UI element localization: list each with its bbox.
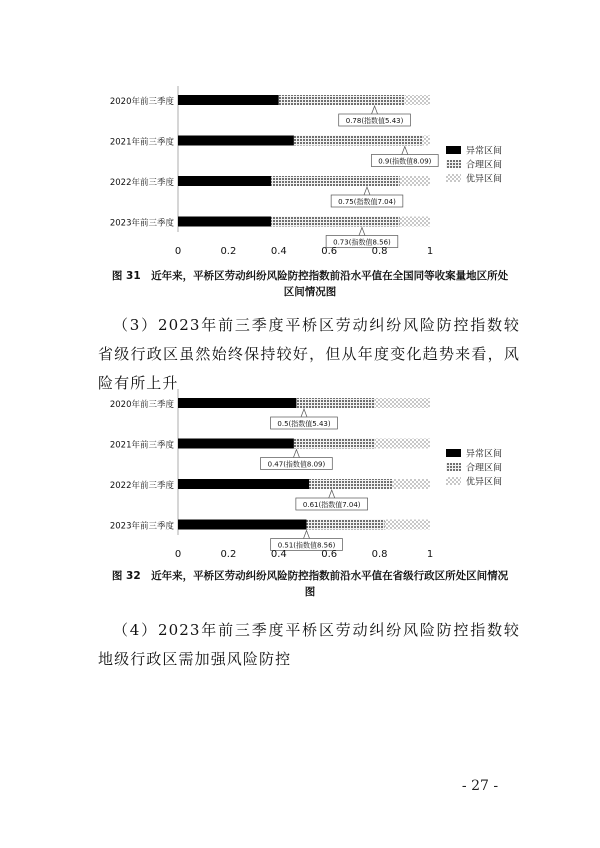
bar-segment-reasonable — [294, 136, 423, 146]
data-label: 0.78(指数值5.43) — [345, 116, 404, 125]
x-tick-label: 1 — [426, 246, 434, 257]
page-number: - 27 - — [461, 778, 499, 794]
x-tick-label: 0.8 — [371, 246, 388, 257]
data-label: 0.5(指数值5.43) — [277, 419, 331, 428]
bar-segment-excellent — [400, 217, 430, 227]
data-label: 0.73(指数值8.56) — [333, 238, 391, 247]
chart-31 — [0, 82, 600, 260]
legend-label: 合理区间 — [466, 463, 503, 474]
paragraph-3: （3）2023年前三季度平桥区劳动纠纷风险防控指数较省级行政区虽然始终保持较好，但从年度变化趋势来看，风险有所上升 — [98, 316, 520, 392]
figure-31-caption — [90, 268, 530, 300]
x-tick-label: 0.2 — [220, 549, 237, 560]
bar-segment-excellent — [405, 95, 430, 105]
caption-line: 图 — [304, 586, 316, 598]
bar-segment-abnormal — [178, 217, 271, 227]
paragraph-4: （4）2023年前三季度平桥区劳动纠纷风险防控指数较地级行政区需加强风险防控 — [98, 621, 520, 668]
bar-segment-abnormal — [178, 398, 296, 408]
bar-segment-abnormal — [178, 439, 294, 449]
legend-swatch — [446, 449, 461, 457]
category-label: 2023年前三季度 — [109, 521, 174, 532]
chart-32 — [0, 385, 600, 563]
data-label: 0.47(指数值8.09) — [267, 460, 326, 469]
legend-label: 异常区间 — [466, 449, 503, 460]
x-tick-label: 0.8 — [371, 549, 388, 560]
callout-pointer — [359, 228, 365, 236]
callout-pointer — [372, 106, 378, 114]
bar-segment-reasonable — [294, 439, 375, 449]
bar-segment-reasonable — [271, 176, 400, 186]
callout-pointer — [293, 450, 299, 458]
data-label: 0.9(指数值8.09) — [378, 157, 432, 166]
bar-segment-abnormal — [178, 520, 307, 530]
chart-31-svg — [0, 82, 600, 260]
category-label: 2022年前三季度 — [109, 178, 174, 188]
bar-segment-excellent — [385, 520, 430, 530]
bar-segment-reasonable — [309, 479, 392, 489]
legend-swatch — [446, 146, 461, 154]
bar-segment-reasonable — [307, 520, 385, 530]
data-label: 0.75(指数值7.04) — [338, 197, 396, 206]
data-label: 0.61(指数值7.04) — [302, 500, 361, 509]
bar-segment-abnormal — [178, 136, 294, 146]
legend-label: 优异区间 — [466, 174, 503, 185]
x-tick-label: 0.4 — [270, 246, 287, 257]
chart-32-svg — [0, 385, 600, 563]
category-label: 2020年前三季度 — [109, 400, 174, 410]
bar-segment-abnormal — [178, 176, 271, 186]
bar-segment-reasonable — [271, 217, 400, 227]
x-tick-label: 0.4 — [270, 549, 287, 560]
bar-segment-reasonable — [296, 398, 374, 408]
category-label: 2021年前三季度 — [109, 440, 174, 451]
callout-pointer — [329, 490, 335, 498]
caption-line: 图 32 近年来，平桥区劳动纠纷风险防控指数前沿水平值在省级行政区所处区间情况 — [111, 570, 509, 582]
bar-segment-abnormal — [178, 479, 309, 489]
caption-line: 区间情况图 — [283, 286, 337, 298]
bar-segment-excellent — [422, 136, 430, 146]
bar-segment-excellent — [375, 398, 430, 408]
x-tick-label: 0.6 — [321, 549, 338, 560]
bar-segment-abnormal — [178, 95, 279, 105]
bar-segment-excellent — [375, 439, 430, 449]
bar-segment-excellent — [392, 479, 430, 489]
figure-32-caption — [90, 568, 530, 600]
legend-label: 合理区间 — [466, 160, 503, 171]
legend-label: 优异区间 — [466, 477, 503, 488]
callout-pointer — [402, 147, 408, 155]
bar-segment-reasonable — [279, 95, 405, 105]
x-tick-label: 0 — [174, 246, 182, 257]
legend-swatch — [446, 174, 461, 182]
caption-line: 图 31 近年来，平桥区劳动纠纷风险防控指数前沿水平值在全国同等收案量地区所处 — [111, 270, 509, 282]
data-label: 0.51(指数值8.56) — [277, 541, 336, 550]
callout-pointer — [304, 531, 310, 539]
legend-swatch — [446, 160, 461, 168]
x-tick-label: 1 — [426, 549, 434, 560]
legend-swatch — [446, 463, 461, 471]
callout-pointer — [301, 409, 307, 417]
x-tick-label: 0 — [174, 549, 182, 560]
category-label: 2022年前三季度 — [109, 481, 174, 491]
callout-pointer — [364, 187, 370, 195]
category-label: 2021年前三季度 — [109, 137, 174, 148]
x-tick-label: 0.2 — [220, 246, 237, 257]
category-label: 2023年前三季度 — [109, 218, 174, 229]
category-label: 2020年前三季度 — [109, 97, 174, 107]
legend-swatch — [446, 477, 461, 485]
legend-label: 异常区间 — [466, 146, 503, 157]
x-tick-label: 0.6 — [321, 246, 338, 257]
bar-segment-excellent — [400, 176, 430, 186]
